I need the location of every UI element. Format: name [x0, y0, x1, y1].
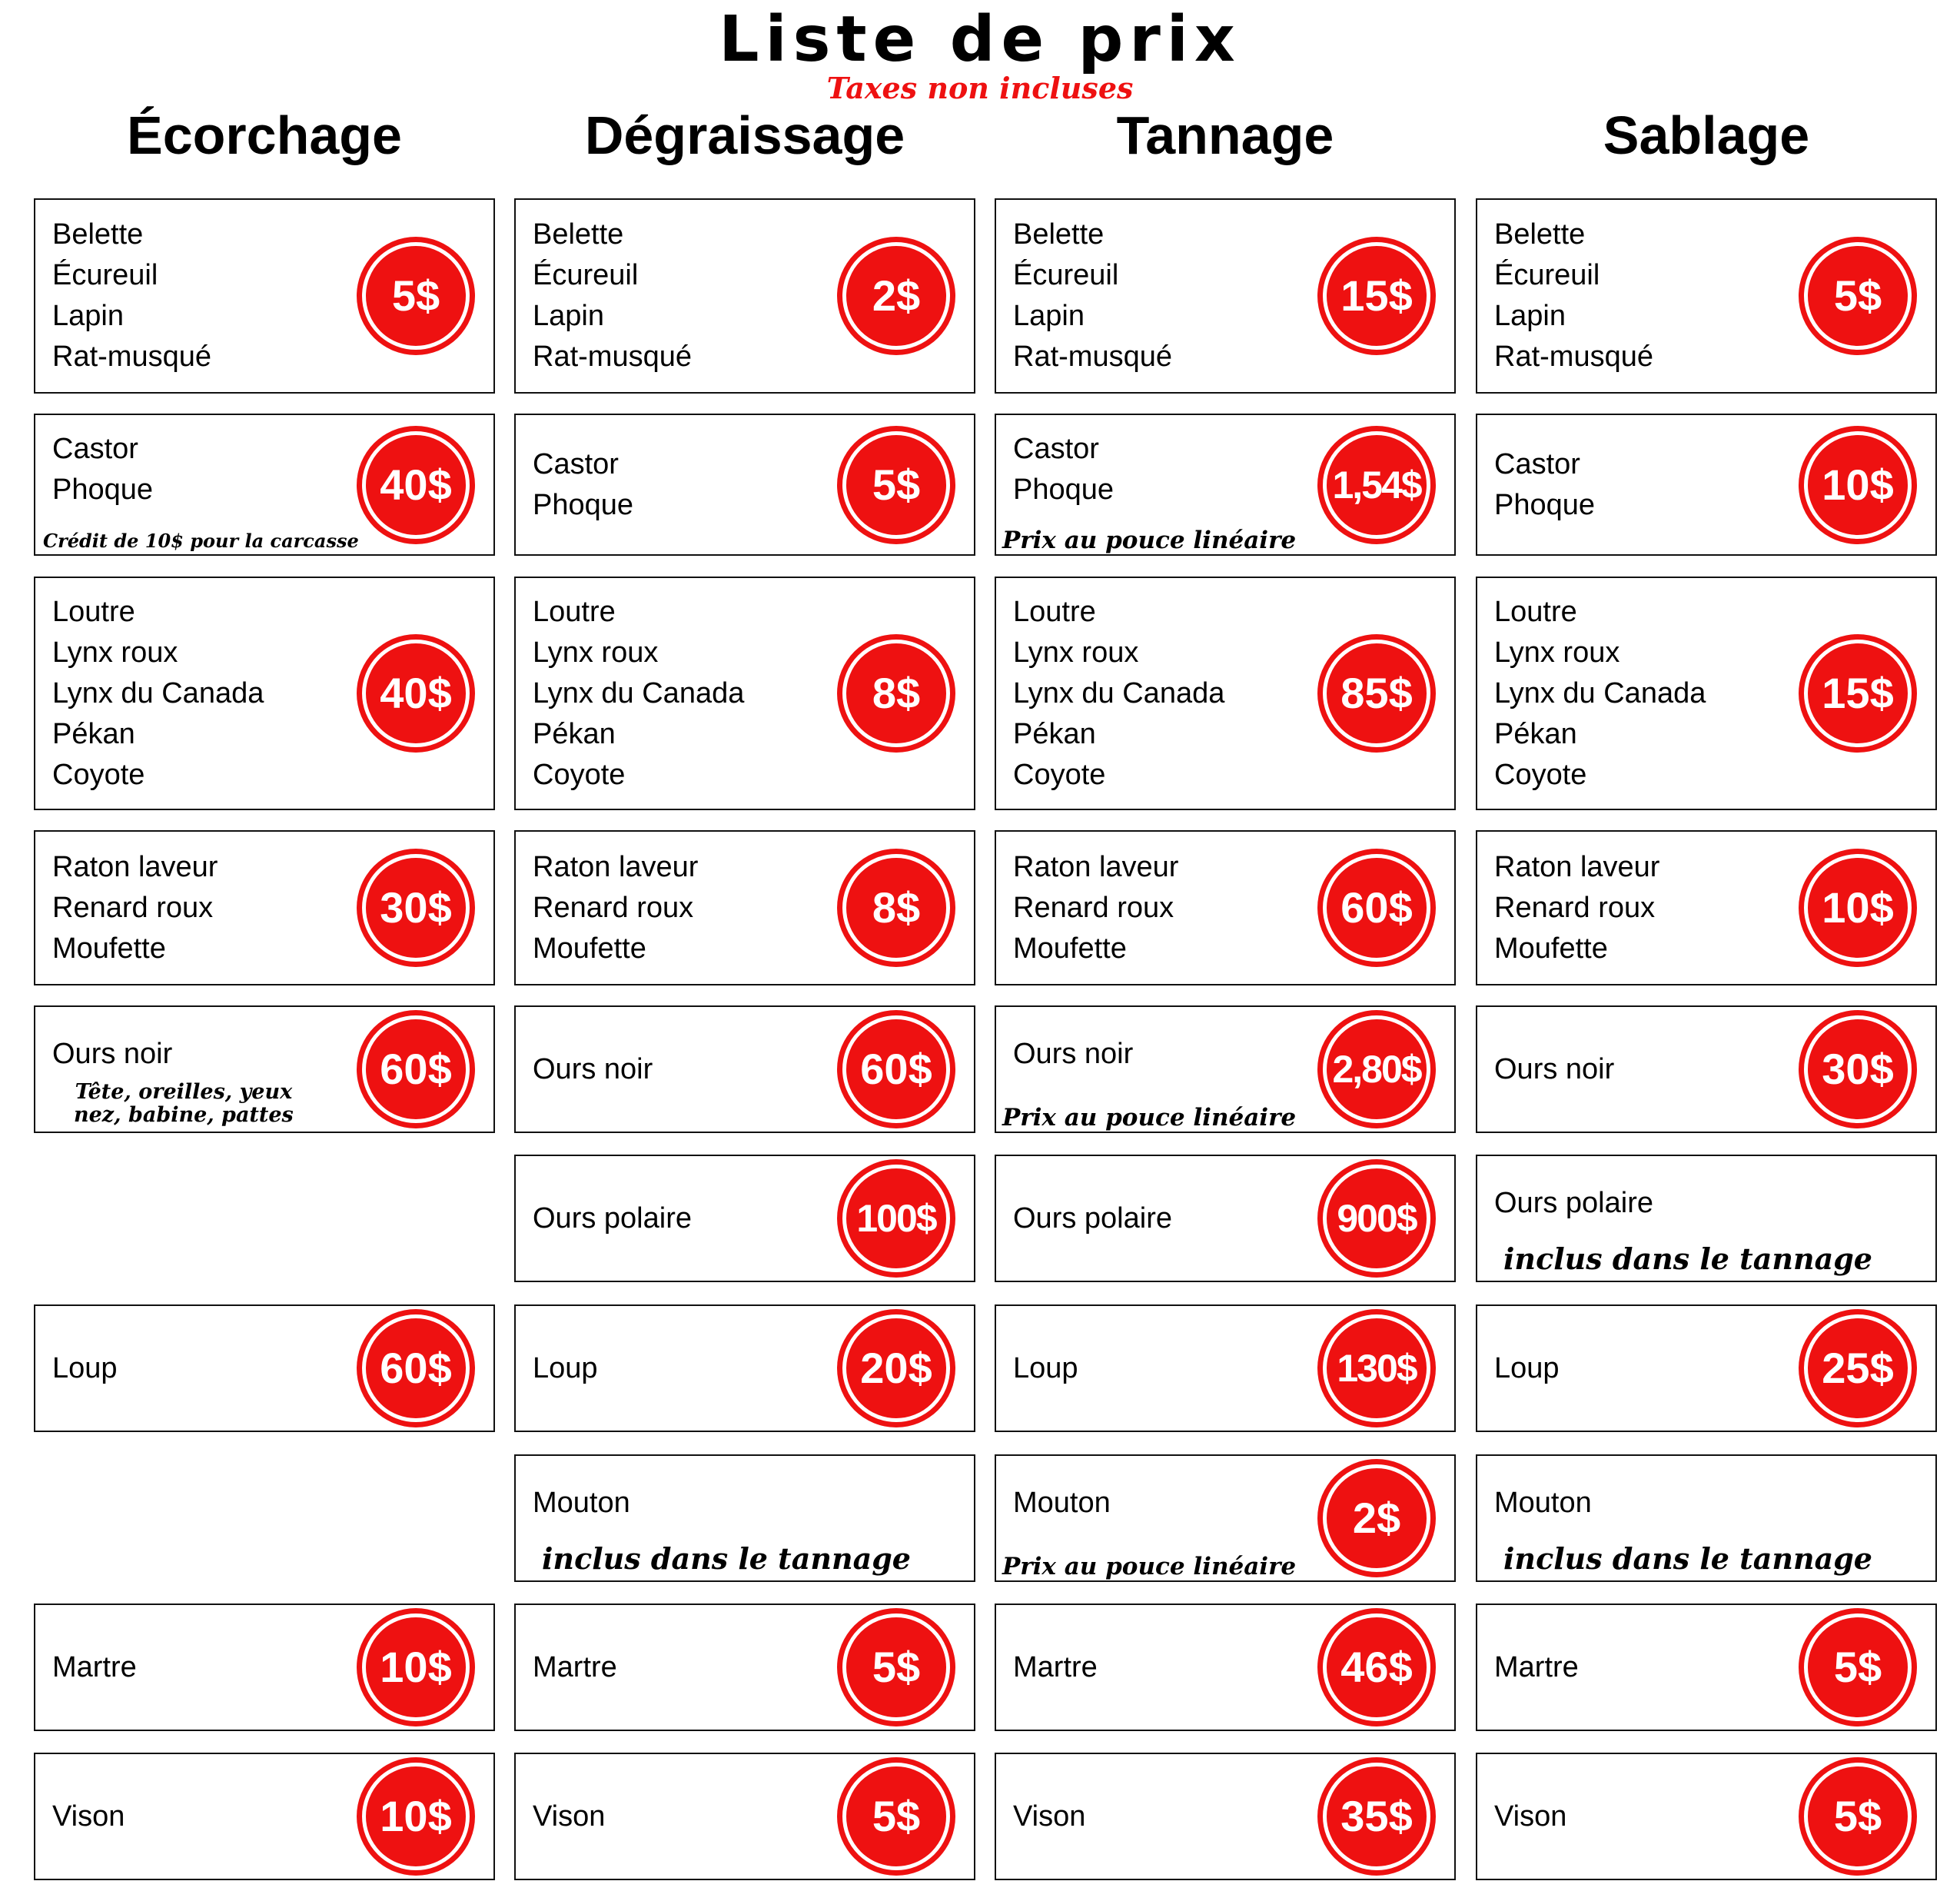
animal-name: Lapin — [1013, 300, 1085, 332]
animal-list — [1013, 832, 1321, 984]
animal-name: Pékan — [52, 717, 135, 750]
animal-name: Phoque — [1013, 473, 1115, 506]
animal-name: Loup — [533, 1351, 598, 1384]
price-box — [514, 1604, 975, 1731]
animal-name: Lynx du Canada — [1494, 676, 1706, 710]
animal-name: Castor — [533, 447, 619, 480]
column-title-1: Dégraissage — [584, 105, 905, 165]
price-note: Prix au pouce linéaire — [1002, 1553, 1297, 1580]
price-badge — [837, 1608, 955, 1726]
animal-name: Écureuil — [1494, 259, 1600, 291]
animal-name: Moufette — [52, 932, 166, 965]
price-badge — [837, 634, 955, 753]
price-value: 10$ — [380, 1643, 452, 1691]
animal-name: Ours noir — [533, 1052, 653, 1085]
price-box — [514, 198, 975, 394]
animal-name: Moufette — [533, 932, 646, 965]
animal-list — [1494, 1605, 1802, 1730]
animal-name: Martre — [533, 1650, 617, 1683]
price-value: 100$ — [856, 1197, 936, 1240]
price-box — [1476, 577, 1937, 810]
price-value: 5$ — [391, 271, 440, 320]
taxes-note: Taxes non incluses — [826, 71, 1134, 105]
animal-name: Lynx roux — [1494, 636, 1620, 669]
animal-name: Pékan — [1013, 717, 1096, 750]
price-badge — [1317, 426, 1436, 544]
animal-name: Castor — [52, 432, 138, 465]
price-box — [995, 198, 1456, 394]
animal-list — [1494, 832, 1802, 984]
price-value: 5$ — [872, 1792, 921, 1840]
price-badge — [837, 1309, 955, 1427]
animal-name: Vison — [533, 1800, 606, 1833]
price-box — [34, 1753, 495, 1880]
price-badge — [1799, 426, 1917, 544]
price-box — [1476, 1304, 1937, 1432]
price-box — [514, 1304, 975, 1432]
animal-name: Lynx du Canada — [52, 676, 264, 710]
animal-name: Lapin — [52, 300, 124, 332]
animal-list — [52, 832, 360, 984]
animal-list — [533, 1306, 840, 1431]
price-box — [995, 1604, 1456, 1731]
animal-name: Renard roux — [1013, 891, 1174, 924]
animal-list — [1013, 1605, 1321, 1730]
animal-list — [1494, 415, 1802, 554]
price-box — [1476, 1005, 1937, 1133]
price-box — [995, 1304, 1456, 1432]
column-title-0: Écorchage — [127, 105, 402, 165]
animal-name: Coyote — [1013, 758, 1106, 791]
animal-name: Raton laveur — [533, 850, 699, 883]
animal-name: Belette — [533, 218, 624, 251]
column-title-3: Sablage — [1603, 105, 1810, 165]
animal-name: Coyote — [52, 758, 145, 791]
animal-name: Belette — [1494, 218, 1586, 251]
price-value: 15$ — [1340, 271, 1413, 320]
price-badge — [1317, 1010, 1436, 1128]
price-box — [1476, 1753, 1937, 1880]
price-value: 10$ — [1822, 883, 1894, 932]
animal-name: Écureuil — [1013, 259, 1119, 291]
price-badge — [357, 237, 475, 355]
animal-name: Martre — [52, 1650, 137, 1683]
animal-name: Lynx roux — [52, 636, 178, 669]
animal-name: Belette — [52, 218, 144, 251]
price-badge — [357, 1757, 475, 1876]
price-value: 130$ — [1337, 1347, 1417, 1390]
animal-list — [1494, 578, 1802, 809]
animal-name: Rat-musqué — [52, 341, 211, 373]
price-box — [1476, 414, 1937, 556]
price-badge — [1317, 849, 1436, 967]
price-badge — [1317, 237, 1436, 355]
animal-name: Phoque — [52, 473, 154, 506]
animal-list — [1013, 1007, 1321, 1101]
animal-name: Rat-musqué — [1494, 341, 1653, 373]
price-box — [514, 1753, 975, 1880]
animal-name: Phoque — [533, 488, 634, 521]
price-badge — [1317, 1757, 1436, 1876]
animal-list — [533, 415, 840, 554]
animal-name: Lapin — [1494, 300, 1566, 332]
animal-name: Raton laveur — [52, 850, 218, 883]
animal-list — [52, 200, 360, 392]
animal-name: Loup — [1494, 1351, 1560, 1384]
price-box — [1476, 198, 1937, 394]
price-value: 2,80$ — [1332, 1048, 1421, 1091]
animal-name: Ours polaire — [533, 1201, 692, 1235]
price-value: 2$ — [1352, 1494, 1401, 1542]
price-badge — [837, 1757, 955, 1876]
animal-name: Ours noir — [1494, 1052, 1615, 1085]
page-title: Liste de prix — [719, 3, 1241, 76]
animal-list — [1494, 1007, 1802, 1132]
animal-name: Rat-musqué — [533, 341, 692, 373]
price-badge — [837, 426, 955, 544]
price-badge — [1799, 1608, 1917, 1726]
animal-list — [1013, 1754, 1321, 1879]
price-box — [34, 1005, 495, 1133]
price-value: 5$ — [872, 460, 921, 509]
price-box — [995, 830, 1456, 985]
animal-list — [1494, 1754, 1802, 1879]
animal-list — [533, 1456, 840, 1550]
price-value: 8$ — [872, 883, 921, 932]
animal-list — [52, 1754, 360, 1879]
animal-list — [533, 1007, 840, 1132]
price-badge — [1799, 237, 1917, 355]
animal-list — [1494, 200, 1802, 392]
price-value: 5$ — [872, 1643, 921, 1691]
animal-list — [533, 1754, 840, 1879]
animal-name: Loutre — [533, 595, 616, 628]
animal-name: Lapin — [533, 300, 604, 332]
animal-list — [1494, 1306, 1802, 1431]
price-badge — [1799, 1757, 1917, 1876]
animal-list — [533, 1605, 840, 1730]
animal-name: Pékan — [533, 717, 616, 750]
price-value: 5$ — [1833, 271, 1882, 320]
price-box — [995, 1155, 1456, 1282]
price-box — [514, 1005, 975, 1133]
animal-name: Mouton — [533, 1486, 630, 1519]
animal-name: Lynx roux — [1013, 636, 1139, 669]
price-badge — [837, 1159, 955, 1278]
price-note: Tête, oreilles, yeux nez, babine, pattes — [74, 1080, 294, 1127]
animal-name: Raton laveur — [1013, 850, 1179, 883]
price-badge — [837, 237, 955, 355]
price-value: 15$ — [1822, 669, 1894, 717]
price-value: 60$ — [860, 1045, 932, 1093]
animal-name: Castor — [1013, 432, 1099, 465]
animal-name: Loutre — [52, 595, 135, 628]
price-box — [514, 1155, 975, 1282]
price-box — [514, 414, 975, 556]
animal-name: Vison — [52, 1800, 125, 1833]
animal-name: Pékan — [1494, 717, 1577, 750]
price-badge — [1799, 634, 1917, 753]
price-value: 2$ — [872, 271, 921, 320]
animal-name: Écureuil — [533, 259, 639, 291]
price-box — [995, 1753, 1456, 1880]
price-note: Prix au pouce linéaire — [1002, 527, 1297, 554]
animal-name: Martre — [1013, 1650, 1098, 1683]
price-value: 5$ — [1833, 1643, 1882, 1691]
price-badge — [357, 1010, 475, 1128]
animal-name: Belette — [1013, 218, 1105, 251]
price-badge — [357, 1309, 475, 1427]
price-value: 20$ — [860, 1344, 932, 1392]
animal-name: Lynx roux — [533, 636, 659, 669]
price-value: 46$ — [1340, 1643, 1413, 1691]
animal-list — [1013, 1456, 1321, 1550]
price-box — [34, 830, 495, 985]
animal-list — [533, 578, 840, 809]
price-box — [1476, 1454, 1937, 1582]
animal-name: Renard roux — [1494, 891, 1656, 924]
animal-name: Lynx du Canada — [533, 676, 745, 710]
animal-name: Lynx du Canada — [1013, 676, 1225, 710]
price-badge — [357, 426, 475, 544]
price-badge — [837, 1010, 955, 1128]
price-note: inclus dans le tannage — [542, 1541, 911, 1576]
animal-list — [1013, 1156, 1321, 1281]
price-value: 40$ — [380, 669, 452, 717]
animal-name: Renard roux — [52, 891, 214, 924]
animal-name: Coyote — [533, 758, 626, 791]
price-note: inclus dans le tannage — [1503, 1241, 1872, 1276]
price-badge — [357, 849, 475, 967]
animal-name: Vison — [1013, 1800, 1086, 1833]
price-box — [1476, 1155, 1937, 1282]
animal-list — [533, 1156, 840, 1281]
animal-name: Coyote — [1494, 758, 1587, 791]
animal-list — [1013, 1306, 1321, 1431]
animal-list — [1013, 200, 1321, 392]
price-badge — [1799, 1309, 1917, 1427]
price-box — [34, 577, 495, 810]
price-value: 60$ — [380, 1045, 452, 1093]
animal-name: Rat-musqué — [1013, 341, 1172, 373]
animal-list — [1494, 1456, 1802, 1550]
animal-name: Ours polaire — [1494, 1186, 1653, 1219]
price-box — [34, 1304, 495, 1432]
animal-name: Moufette — [1494, 932, 1608, 965]
animal-list — [52, 1605, 360, 1730]
column-title-2: Tannage — [1116, 105, 1334, 165]
price-box — [995, 414, 1456, 556]
price-note: inclus dans le tannage — [1503, 1541, 1872, 1576]
animal-name: Écureuil — [52, 259, 158, 291]
price-value: 35$ — [1340, 1792, 1413, 1840]
price-value: 85$ — [1340, 669, 1413, 717]
price-box — [1476, 1604, 1937, 1731]
animal-name: Martre — [1494, 1650, 1579, 1683]
price-badge — [1317, 1608, 1436, 1726]
price-box — [514, 577, 975, 810]
price-badge — [357, 1608, 475, 1726]
animal-name: Loutre — [1494, 595, 1577, 628]
animal-name: Ours noir — [1013, 1037, 1134, 1070]
price-box — [1476, 830, 1937, 985]
animal-name: Mouton — [1013, 1486, 1111, 1519]
price-badge — [1317, 1459, 1436, 1577]
animal-name: Loutre — [1013, 595, 1096, 628]
price-box — [514, 830, 975, 985]
price-box — [34, 414, 495, 556]
price-box — [34, 1604, 495, 1731]
price-value: 60$ — [1340, 883, 1413, 932]
price-badge — [837, 849, 955, 967]
price-box — [995, 577, 1456, 810]
price-value: 40$ — [380, 460, 452, 509]
animal-list — [52, 578, 360, 809]
animal-name: Loup — [52, 1351, 118, 1384]
price-box — [514, 1454, 975, 1582]
animal-list — [1494, 1156, 1802, 1250]
animal-name: Phoque — [1494, 488, 1596, 521]
price-value: 10$ — [380, 1792, 452, 1840]
animal-list — [533, 200, 840, 392]
animal-list — [52, 415, 360, 523]
price-value: 25$ — [1822, 1344, 1894, 1392]
animal-name: Loup — [1013, 1351, 1078, 1384]
price-badge — [1317, 1309, 1436, 1427]
price-box — [995, 1454, 1456, 1582]
animal-name: Ours polaire — [1013, 1201, 1172, 1235]
price-value: 30$ — [380, 883, 452, 932]
price-badge — [1317, 634, 1436, 753]
price-badge — [1317, 1159, 1436, 1278]
price-badge — [1799, 1010, 1917, 1128]
animal-name: Renard roux — [533, 891, 694, 924]
price-note: Prix au pouce linéaire — [1002, 1104, 1297, 1132]
animal-name: Raton laveur — [1494, 850, 1660, 883]
animal-name: Mouton — [1494, 1486, 1592, 1519]
price-box — [34, 198, 495, 394]
price-value: 60$ — [380, 1344, 452, 1392]
price-value: 30$ — [1822, 1045, 1894, 1093]
price-value: 8$ — [872, 669, 921, 717]
animal-name: Vison — [1494, 1800, 1567, 1833]
animal-name: Moufette — [1013, 932, 1127, 965]
price-value: 5$ — [1833, 1792, 1882, 1840]
price-value: 10$ — [1822, 460, 1894, 509]
price-value: 900$ — [1337, 1197, 1417, 1240]
animal-name: Castor — [1494, 447, 1580, 480]
animal-name: Ours noir — [52, 1037, 173, 1070]
price-box — [995, 1005, 1456, 1133]
animal-list — [52, 1306, 360, 1431]
price-badge — [1799, 849, 1917, 967]
animal-list — [533, 832, 840, 984]
price-badge — [357, 634, 475, 753]
price-note: Crédit de 10$ pour la carcasse — [43, 530, 359, 552]
animal-list — [1013, 415, 1321, 523]
animal-list — [1013, 578, 1321, 809]
price-value: 1,54$ — [1332, 463, 1421, 507]
